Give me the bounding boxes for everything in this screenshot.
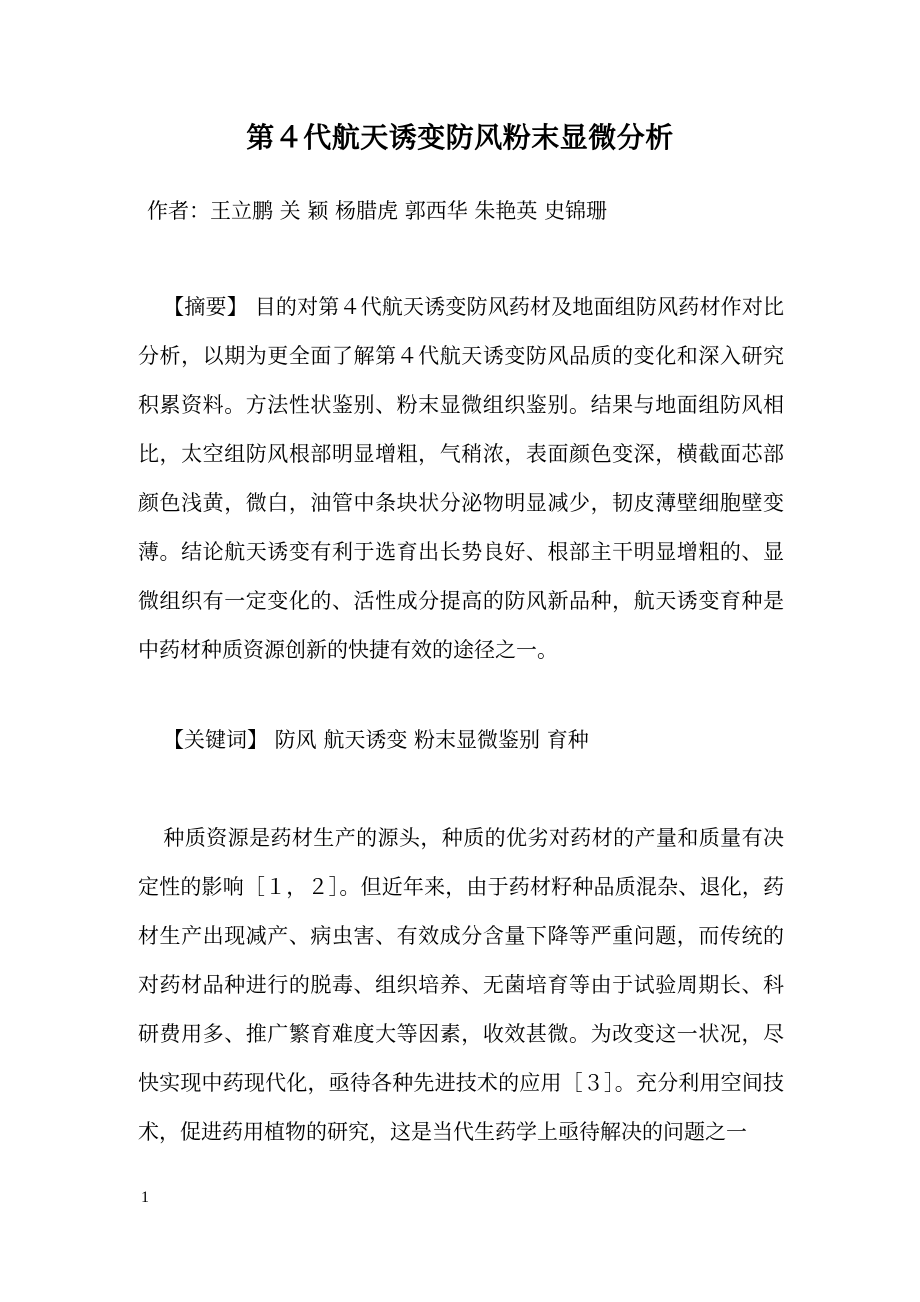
keywords-paragraph bbox=[138, 716, 784, 765]
body-text: 种质资源是药材生产的源头，种质的优劣对药材的产量和质量有决定性的影响［１，２］。但近年来，由于药材籽种品质混杂、退化，药材生产出现减产、病虫害、有效成分含量下降等严重问题，而传统的对药材品种进行的脱毒、组织培养、无菌培育等由于试验周期长、科研费用多、推广繁育难度大等因素，收效甚微。为改变这一状况，尽快实现中药现代化，亟待各种先进技术的应用［３］。充分利用空间技术，促进药用植物的研究，这是当代生药学上亟待解决的问题之一 bbox=[138, 826, 784, 1144]
keywords-text: 防风 航天诱变 粉末显微鉴别 育种 bbox=[268, 728, 589, 752]
abstract-label: 【摘要】 bbox=[163, 295, 248, 319]
keywords-label: 【关键词】 bbox=[163, 728, 268, 752]
document-title: 第４代航天诱变防风粉末显微分析 bbox=[246, 121, 674, 154]
abstract-paragraph bbox=[138, 283, 784, 675]
abstract-text: 目的对第４代航天诱变防风药材及地面组防风药材作对比分析，以期为更全面了解第４代航天诱变防风品质的变化和深入研究积累资料。方法性状鉴别、粉末显微组织鉴别。结果与地面组防风相比，太空组防风根部明显增粗，气稍浓，表面颜色变深，横截面芯部颜色浅黄，微白，油管中条块状分泌物明显减少，韧皮薄壁细胞壁变薄。结论航天诱变有利于选育出长势良好、根部主干明显增粗的、显微组织有一定变化的、活性成分提高的防风新品种，航天诱变育种是中药材种质资源创新的快捷有效的途径之一。 bbox=[138, 295, 784, 662]
author-line: 作者：王立鹏 关 颖 杨腊虎 郭西华 朱艳英 史锦珊 bbox=[147, 199, 608, 223]
body-paragraph bbox=[138, 814, 784, 1157]
page-number: 1 bbox=[141, 1189, 149, 1206]
